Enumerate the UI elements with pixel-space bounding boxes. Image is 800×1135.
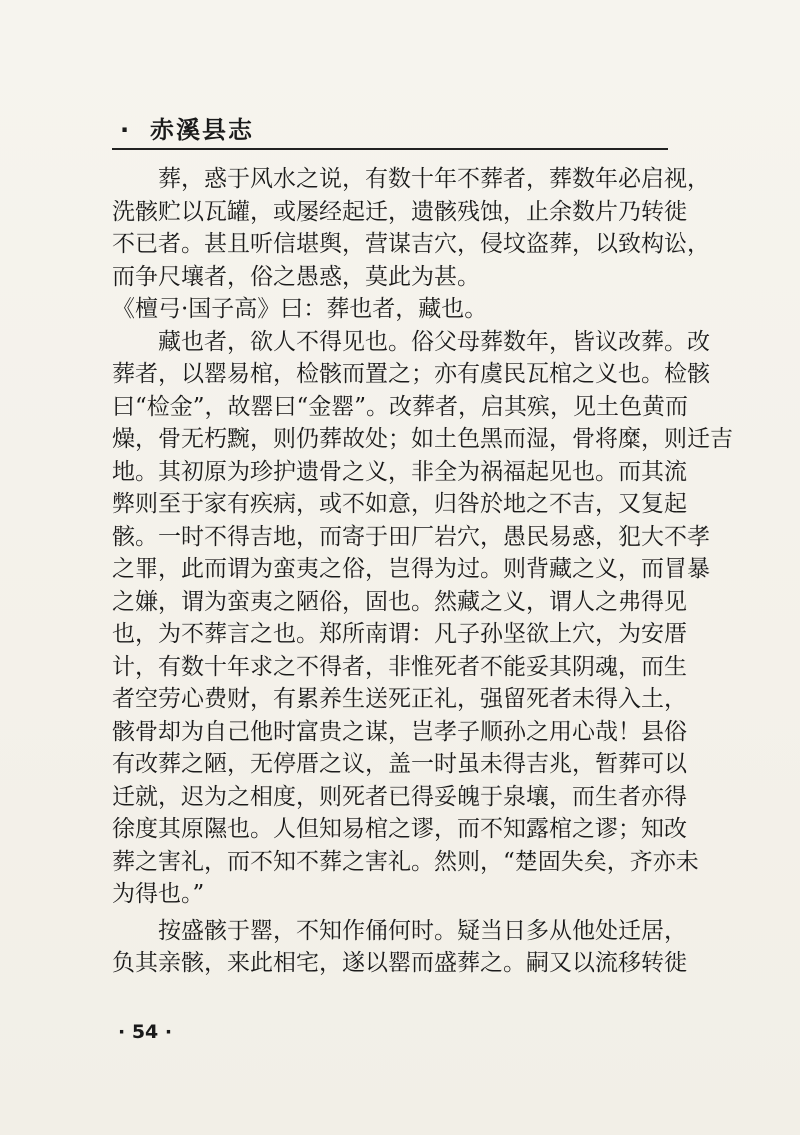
running-header bbox=[112, 112, 668, 148]
text-line: 而争尺壤者，俗之愚惑，莫此为甚。 bbox=[112, 263, 480, 290]
book-title: 赤溪县志 bbox=[150, 116, 254, 144]
text-line: 按盛骸于罂，不知作俑何时。疑当日多从他处迁居， bbox=[112, 917, 687, 944]
text-line: 也，为不葬言之也。郑所南谓：凡子孙坚欲上穴，为安厝 bbox=[112, 621, 687, 647]
text-line: 为得也。” bbox=[112, 881, 205, 907]
text-line: 曰“检金”，故罂曰“金罂”。改葬者，启其殡，见土色黄而 bbox=[112, 393, 689, 420]
text-line: 藏也者，欲人不得见也。俗父母葬数年，皆议改葬。改 bbox=[112, 328, 710, 355]
text-line: 迁就，迟为之相度，则死者已得妥魄于泉壤，而生者亦得 bbox=[112, 783, 687, 810]
header-rule bbox=[112, 148, 668, 150]
text-line: 徐度其原隰也。人但知易棺之谬，而不知露棺之谬；知改 bbox=[112, 816, 687, 842]
text-line: 之嫌，谓为蛮夷之陋俗，固也。然藏之义，谓人之弗得见 bbox=[112, 588, 687, 615]
page-number: · 54 · bbox=[118, 1021, 173, 1043]
header-bullet: · bbox=[120, 116, 130, 144]
body-text bbox=[112, 163, 733, 980]
text-line: 葬之害礼，而不知不葬之害礼。然则，“楚固失矣，齐亦未 bbox=[112, 848, 699, 875]
text-line: 负其亲骸，来此相宅，遂以罂而盛葬之。嗣又以流移转徙 bbox=[112, 950, 687, 976]
text-line: 骸。一时不得吉地，而寄于田厂岩穴，愚民易惑，犯大不孝 bbox=[112, 523, 710, 550]
text-line: 有改葬之陋，无停厝之议，盖一时虽未得吉兆，暂葬可以 bbox=[112, 751, 687, 777]
text-line: 葬者，以罂易棺，检骸而置之；亦有虞民瓦棺之义也。检骸 bbox=[112, 361, 710, 387]
text-line: 葬，惑于风水之说，有数十年不葬者，葬数年必启视， bbox=[112, 166, 710, 192]
text-line: 《檀弓·国子高》曰：葬也者，藏也。 bbox=[112, 296, 488, 322]
text-line: 之罪，此而谓为蛮夷之俗，岂得为过。则背藏之义，而冒暴 bbox=[112, 556, 710, 582]
text-line: 弊则至于家有疾病，或不如意，归咎於地之不吉，又复起 bbox=[112, 491, 687, 517]
text-line: 燥，骨无朽黦，则仍葬故处；如土色黑而湿，骨将糜，则迁吉 bbox=[112, 426, 733, 452]
text-line: 计，有数十年求之不得者，非惟死者不能妥其阴魂，而生 bbox=[112, 653, 687, 680]
text-line: 地。其初原为珍护遗骨之义，非全为祸福起见也。而其流 bbox=[112, 458, 687, 485]
text-line: 不已者。甚且听信堪舆，营谋吉穴，侵坟盗葬，以致构讼， bbox=[112, 231, 710, 257]
text-line: 者空劳心费财，有累养生送死正礼，强留死者未得入土， bbox=[112, 686, 687, 712]
text-line: 骸骨却为自己他时富贵之谋，岂孝子顺孙之用心哉！县俗 bbox=[112, 718, 687, 745]
text-line: 洗骸贮以瓦罐，或屡经起迁，遗骸残蚀，止余数片乃转徙 bbox=[112, 198, 687, 225]
